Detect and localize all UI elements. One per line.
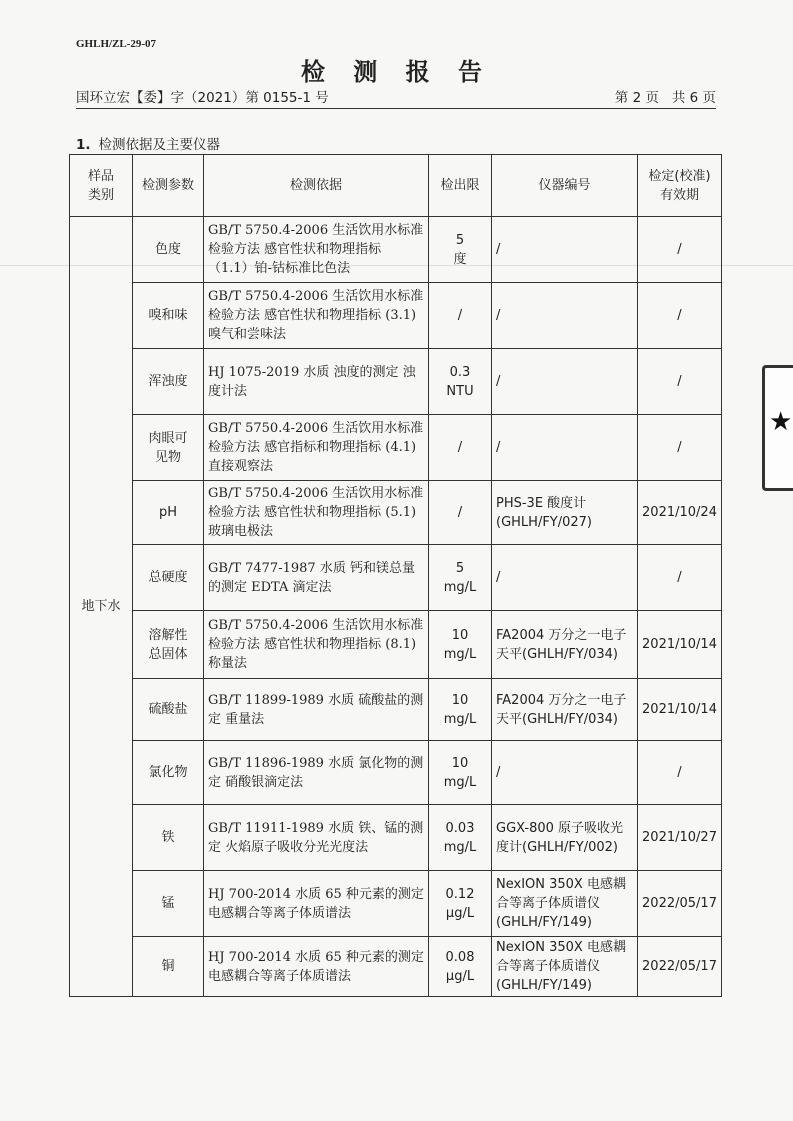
instrument-cell: / xyxy=(492,741,638,805)
detection-limit-cell: / xyxy=(429,415,492,481)
detection-limit-cell: / xyxy=(429,283,492,349)
parameter-cell: 硫酸盐 xyxy=(133,679,204,741)
parameter-cell: 肉眼可 见物 xyxy=(133,415,204,481)
parameter-cell: pH xyxy=(133,481,204,545)
basis-cell: GB/T 5750.4-2006 生活饮用水标准检验方法 感官性状和物理指标 (5.1)玻璃电极法 xyxy=(204,481,429,545)
instrument-cell: FA2004 万分之一电子天平(GHLH/FY/034) xyxy=(492,679,638,741)
report-reference-line xyxy=(76,86,716,109)
instrument-cell: / xyxy=(492,415,638,481)
table-header-row xyxy=(70,155,722,217)
parameter-cell: 浑浊度 xyxy=(133,349,204,415)
report-number: 国环立宏【委】字（2021）第 0155-1 号 xyxy=(76,90,329,106)
page-info: 第 2 页 共 6 页 xyxy=(614,90,716,106)
header-parameter: 检测参数 xyxy=(133,155,204,217)
report-title: 检 测 报 告 xyxy=(300,58,493,86)
table-row xyxy=(70,679,722,741)
detection-limit-cell: / xyxy=(429,481,492,545)
detection-limit-cell: 0.08 μg/L xyxy=(429,937,492,997)
parameter-cell: 铁 xyxy=(133,805,204,871)
basis-cell: HJ 1075-2019 水质 浊度的测定 浊度计法 xyxy=(204,349,429,415)
section-title: 检测依据及主要仪器 xyxy=(98,137,221,153)
table-row xyxy=(70,481,722,545)
validity-cell: / xyxy=(638,349,722,415)
detection-limit-cell: 0.3 NTU xyxy=(429,349,492,415)
validity-cell: 2022/05/17 xyxy=(638,871,722,937)
header-basis: 检测依据 xyxy=(204,155,429,217)
detection-limit-cell: 10 mg/L xyxy=(429,741,492,805)
validity-cell: / xyxy=(638,545,722,611)
table-row xyxy=(70,611,722,679)
table-row xyxy=(70,741,722,805)
table-row xyxy=(70,217,722,283)
section-heading xyxy=(76,133,220,153)
validity-cell: 2021/10/27 xyxy=(638,805,722,871)
header-validity: 检定(校准) 有效期 xyxy=(638,155,722,217)
instrument-cell: / xyxy=(492,217,638,283)
validity-cell: / xyxy=(638,415,722,481)
instrument-cell: NexION 350X 电感耦合等离子体质谱仪 (GHLH/FY/149) xyxy=(492,871,638,937)
parameter-cell: 溶解性 总固体 xyxy=(133,611,204,679)
instrument-cell: / xyxy=(492,545,638,611)
document-code: GHLH/ZL-29-07 xyxy=(76,38,157,50)
table-row xyxy=(70,283,722,349)
basis-cell: GB/T 7477-1987 水质 钙和镁总量的测定 EDTA 滴定法 xyxy=(204,545,429,611)
instrument-cell: PHS-3E 酸度计 (GHLH/FY/027) xyxy=(492,481,638,545)
instrument-cell: / xyxy=(492,349,638,415)
parameter-cell: 色度 xyxy=(133,217,204,283)
validity-cell: 2021/10/14 xyxy=(638,611,722,679)
basis-cell: GB/T 11896-1989 水质 氯化物的测定 硝酸银滴定法 xyxy=(204,741,429,805)
parameter-cell: 嗅和味 xyxy=(133,283,204,349)
validity-cell: 2022/05/17 xyxy=(638,937,722,997)
detection-limit-cell: 5 度 xyxy=(429,217,492,283)
table-row xyxy=(70,805,722,871)
validity-cell: 2021/10/24 xyxy=(638,481,722,545)
detection-limit-cell: 5 mg/L xyxy=(429,545,492,611)
seal-star-icon: ★ xyxy=(769,407,793,437)
section-number: 1. xyxy=(76,137,91,153)
basis-cell: GB/T 11899-1989 水质 硫酸盐的测定 重量法 xyxy=(204,679,429,741)
table-row xyxy=(70,545,722,611)
header-sample-type: 样品 类别 xyxy=(70,155,133,217)
basis-cell: HJ 700-2014 水质 65 种元素的测定 电感耦合等离子体质谱法 xyxy=(204,937,429,997)
basis-cell: GB/T 5750.4-2006 生活饮用水标准检验方法 感官指标和物理指标 (4.1)直接观察法 xyxy=(204,415,429,481)
header-detection-limit: 检出限 xyxy=(429,155,492,217)
sample-type-cell: 地下水 xyxy=(70,217,133,997)
basis-cell: HJ 700-2014 水质 65 种元素的测定 电感耦合等离子体质谱法 xyxy=(204,871,429,937)
detection-limit-cell: 10 mg/L xyxy=(429,611,492,679)
basis-cell: GB/T 11911-1989 水质 铁、锰的测定 火焰原子吸收分光光度法 xyxy=(204,805,429,871)
validity-cell: / xyxy=(638,741,722,805)
basis-cell: GB/T 5750.4-2006 生活饮用水标准检验方法 感官性状和物理指标 （1.1）铂-钴标准比色法 xyxy=(204,217,429,283)
parameter-cell: 铜 xyxy=(133,937,204,997)
validity-cell: / xyxy=(638,217,722,283)
instrument-cell: / xyxy=(492,283,638,349)
table-row xyxy=(70,349,722,415)
parameter-cell: 总硬度 xyxy=(133,545,204,611)
instrument-cell: NexION 350X 电感耦合等离子体质谱仪 (GHLH/FY/149) xyxy=(492,937,638,997)
detection-limit-cell: 0.03 mg/L xyxy=(429,805,492,871)
basis-cell: GB/T 5750.4-2006 生活饮用水标准检验方法 感官性状和物理指标 (8.1)称量法 xyxy=(204,611,429,679)
basis-cell: GB/T 5750.4-2006 生活饮用水标准检验方法 感官性状和物理指标 (3.1) 嗅气和尝味法 xyxy=(204,283,429,349)
validity-cell: / xyxy=(638,283,722,349)
detection-limit-cell: 10 mg/L xyxy=(429,679,492,741)
instrument-cell: FA2004 万分之一电子天平(GHLH/FY/034) xyxy=(492,611,638,679)
detection-limit-cell: 0.12 μg/L xyxy=(429,871,492,937)
table-body xyxy=(70,217,722,997)
validity-cell: 2021/10/14 xyxy=(638,679,722,741)
table-row xyxy=(70,871,722,937)
instrument-cell: GGX-800 原子吸收光度计(GHLH/FY/002) xyxy=(492,805,638,871)
parameter-cell: 锰 xyxy=(133,871,204,937)
table-row xyxy=(70,937,722,997)
basis-instrument-table xyxy=(69,154,722,997)
parameter-cell: 氯化物 xyxy=(133,741,204,805)
table-row xyxy=(70,415,722,481)
header-instrument: 仪器编号 xyxy=(492,155,638,217)
